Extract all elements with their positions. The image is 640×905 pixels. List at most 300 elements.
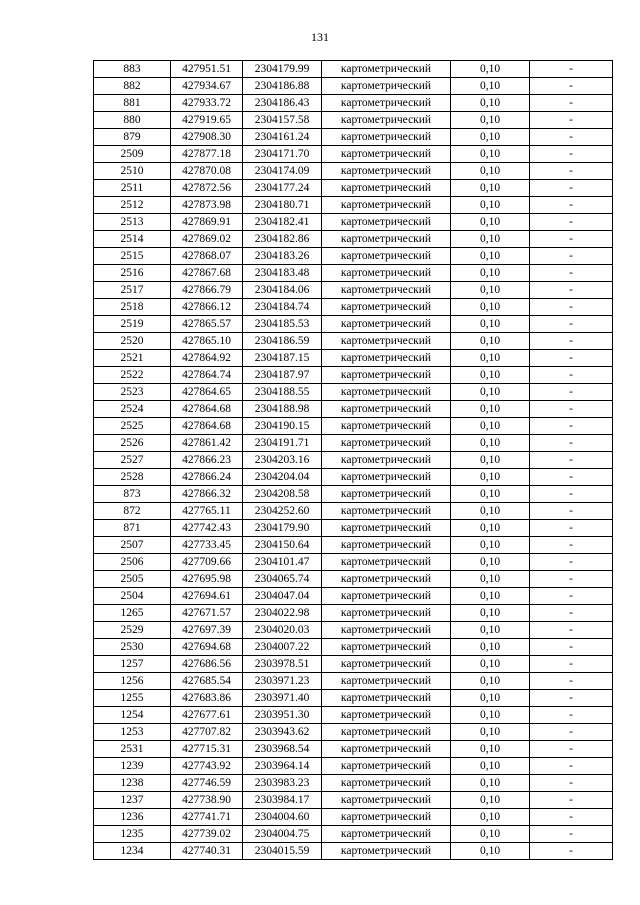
note-cell: -	[530, 350, 613, 367]
accuracy-cell: 0,10	[451, 622, 530, 639]
x-coordinate-cell: 427872.56	[171, 180, 243, 197]
accuracy-cell: 0,10	[451, 792, 530, 809]
method-cell: картометрический	[322, 809, 451, 826]
accuracy-cell: 0,10	[451, 571, 530, 588]
note-cell: -	[530, 554, 613, 571]
accuracy-cell: 0,10	[451, 61, 530, 78]
accuracy-cell: 0,10	[451, 775, 530, 792]
accuracy-cell: 0,10	[451, 384, 530, 401]
y-coordinate-cell: 2303983.23	[243, 775, 322, 792]
point-number-cell: 2509	[94, 146, 171, 163]
method-cell: картометрический	[322, 622, 451, 639]
note-cell: -	[530, 673, 613, 690]
y-coordinate-cell: 2304020.03	[243, 622, 322, 639]
point-number-cell: 880	[94, 112, 171, 129]
point-number-cell: 881	[94, 95, 171, 112]
method-cell: картометрический	[322, 605, 451, 622]
x-coordinate-cell: 427864.92	[171, 350, 243, 367]
accuracy-cell: 0,10	[451, 469, 530, 486]
x-coordinate-cell: 427694.61	[171, 588, 243, 605]
y-coordinate-cell: 2304184.06	[243, 282, 322, 299]
accuracy-cell: 0,10	[451, 639, 530, 656]
x-coordinate-cell: 427685.54	[171, 673, 243, 690]
note-cell: -	[530, 214, 613, 231]
table-row	[94, 163, 613, 180]
accuracy-cell: 0,10	[451, 588, 530, 605]
accuracy-cell: 0,10	[451, 197, 530, 214]
note-cell: -	[530, 724, 613, 741]
note-cell: -	[530, 384, 613, 401]
method-cell: картометрический	[322, 656, 451, 673]
accuracy-cell: 0,10	[451, 486, 530, 503]
note-cell: -	[530, 282, 613, 299]
method-cell: картометрический	[322, 486, 451, 503]
point-number-cell: 2507	[94, 537, 171, 554]
accuracy-cell: 0,10	[451, 214, 530, 231]
table-row	[94, 639, 613, 656]
point-number-cell: 2506	[94, 554, 171, 571]
x-coordinate-cell: 427738.90	[171, 792, 243, 809]
table-row	[94, 843, 613, 860]
y-coordinate-cell: 2304184.74	[243, 299, 322, 316]
x-coordinate-cell: 427765.11	[171, 503, 243, 520]
y-coordinate-cell: 2303978.51	[243, 656, 322, 673]
accuracy-cell: 0,10	[451, 163, 530, 180]
table-row	[94, 197, 613, 214]
method-cell: картометрический	[322, 316, 451, 333]
y-coordinate-cell: 2304161.24	[243, 129, 322, 146]
table-row	[94, 724, 613, 741]
method-cell: картометрический	[322, 248, 451, 265]
accuracy-cell: 0,10	[451, 520, 530, 537]
x-coordinate-cell: 427870.08	[171, 163, 243, 180]
point-number-cell: 2524	[94, 401, 171, 418]
accuracy-cell: 0,10	[451, 826, 530, 843]
point-number-cell: 2505	[94, 571, 171, 588]
method-cell: картометрический	[322, 554, 451, 571]
table-row	[94, 452, 613, 469]
note-cell: -	[530, 571, 613, 588]
table-row	[94, 775, 613, 792]
x-coordinate-cell: 427869.02	[171, 231, 243, 248]
accuracy-cell: 0,10	[451, 809, 530, 826]
note-cell: -	[530, 792, 613, 809]
point-number-cell: 1253	[94, 724, 171, 741]
y-coordinate-cell: 2304177.24	[243, 180, 322, 197]
table-row	[94, 129, 613, 146]
method-cell: картометрический	[322, 758, 451, 775]
table-row	[94, 656, 613, 673]
point-number-cell: 2518	[94, 299, 171, 316]
x-coordinate-cell: 427877.18	[171, 146, 243, 163]
x-coordinate-cell: 427742.43	[171, 520, 243, 537]
method-cell: картометрический	[322, 537, 451, 554]
note-cell: -	[530, 367, 613, 384]
point-number-cell: 2517	[94, 282, 171, 299]
accuracy-cell: 0,10	[451, 282, 530, 299]
y-coordinate-cell: 2304191.71	[243, 435, 322, 452]
y-coordinate-cell: 2304188.55	[243, 384, 322, 401]
x-coordinate-cell: 427671.57	[171, 605, 243, 622]
point-number-cell: 882	[94, 78, 171, 95]
note-cell: -	[530, 809, 613, 826]
method-cell: картометрический	[322, 469, 451, 486]
point-number-cell: 2513	[94, 214, 171, 231]
method-cell: картометрический	[322, 435, 451, 452]
x-coordinate-cell: 427866.12	[171, 299, 243, 316]
accuracy-cell: 0,10	[451, 129, 530, 146]
note-cell: -	[530, 775, 613, 792]
point-number-cell: 1234	[94, 843, 171, 860]
x-coordinate-cell: 427867.68	[171, 265, 243, 282]
method-cell: картометрический	[322, 299, 451, 316]
accuracy-cell: 0,10	[451, 435, 530, 452]
point-number-cell: 1239	[94, 758, 171, 775]
note-cell: -	[530, 758, 613, 775]
x-coordinate-cell: 427864.65	[171, 384, 243, 401]
x-coordinate-cell: 427715.31	[171, 741, 243, 758]
note-cell: -	[530, 316, 613, 333]
x-coordinate-cell: 427864.68	[171, 418, 243, 435]
x-coordinate-cell: 427866.79	[171, 282, 243, 299]
table-row	[94, 435, 613, 452]
table-row	[94, 61, 613, 78]
note-cell: -	[530, 129, 613, 146]
y-coordinate-cell: 2304015.59	[243, 843, 322, 860]
x-coordinate-cell: 427741.71	[171, 809, 243, 826]
note-cell: -	[530, 265, 613, 282]
y-coordinate-cell: 2304204.04	[243, 469, 322, 486]
accuracy-cell: 0,10	[451, 367, 530, 384]
point-number-cell: 883	[94, 61, 171, 78]
accuracy-cell: 0,10	[451, 316, 530, 333]
point-number-cell: 2523	[94, 384, 171, 401]
table-row	[94, 333, 613, 350]
table-row	[94, 792, 613, 809]
method-cell: картометрический	[322, 452, 451, 469]
note-cell: -	[530, 418, 613, 435]
coordinates-table-body	[94, 61, 613, 860]
point-number-cell: 2516	[94, 265, 171, 282]
method-cell: картометрический	[322, 724, 451, 741]
method-cell: картометрический	[322, 265, 451, 282]
y-coordinate-cell: 2304065.74	[243, 571, 322, 588]
table-row	[94, 503, 613, 520]
y-coordinate-cell: 2304101.47	[243, 554, 322, 571]
table-row	[94, 248, 613, 265]
accuracy-cell: 0,10	[451, 180, 530, 197]
x-coordinate-cell: 427869.91	[171, 214, 243, 231]
point-number-cell: 2514	[94, 231, 171, 248]
x-coordinate-cell: 427740.31	[171, 843, 243, 860]
x-coordinate-cell: 427868.07	[171, 248, 243, 265]
table-row	[94, 265, 613, 282]
table-row	[94, 401, 613, 418]
point-number-cell: 2520	[94, 333, 171, 350]
x-coordinate-cell: 427683.86	[171, 690, 243, 707]
table-row	[94, 486, 613, 503]
point-number-cell: 879	[94, 129, 171, 146]
table-row	[94, 571, 613, 588]
method-cell: картометрический	[322, 741, 451, 758]
coordinates-table	[93, 60, 613, 860]
table-row	[94, 384, 613, 401]
x-coordinate-cell: 427697.39	[171, 622, 243, 639]
accuracy-cell: 0,10	[451, 554, 530, 571]
method-cell: картометрический	[322, 367, 451, 384]
method-cell: картометрический	[322, 571, 451, 588]
note-cell: -	[530, 469, 613, 486]
method-cell: картометрический	[322, 639, 451, 656]
y-coordinate-cell: 2304203.16	[243, 452, 322, 469]
y-coordinate-cell: 2304171.70	[243, 146, 322, 163]
method-cell: картометрический	[322, 520, 451, 537]
accuracy-cell: 0,10	[451, 265, 530, 282]
table-row	[94, 282, 613, 299]
note-cell: -	[530, 401, 613, 418]
method-cell: картометрический	[322, 61, 451, 78]
accuracy-cell: 0,10	[451, 299, 530, 316]
point-number-cell: 2531	[94, 741, 171, 758]
table-row	[94, 588, 613, 605]
y-coordinate-cell: 2304004.60	[243, 809, 322, 826]
note-cell: -	[530, 741, 613, 758]
table-row	[94, 554, 613, 571]
point-number-cell: 2511	[94, 180, 171, 197]
point-number-cell: 1257	[94, 656, 171, 673]
note-cell: -	[530, 707, 613, 724]
note-cell: -	[530, 537, 613, 554]
page-number: 131	[311, 30, 329, 44]
point-number-cell: 2515	[94, 248, 171, 265]
table-row	[94, 231, 613, 248]
point-number-cell: 1236	[94, 809, 171, 826]
x-coordinate-cell: 427866.32	[171, 486, 243, 503]
point-number-cell: 2521	[94, 350, 171, 367]
note-cell: -	[530, 452, 613, 469]
method-cell: картометрический	[322, 843, 451, 860]
accuracy-cell: 0,10	[451, 843, 530, 860]
table-row	[94, 299, 613, 316]
y-coordinate-cell: 2304022.98	[243, 605, 322, 622]
x-coordinate-cell: 427695.98	[171, 571, 243, 588]
method-cell: картометрический	[322, 231, 451, 248]
method-cell: картометрический	[322, 350, 451, 367]
note-cell: -	[530, 95, 613, 112]
y-coordinate-cell: 2303951.30	[243, 707, 322, 724]
accuracy-cell: 0,10	[451, 673, 530, 690]
point-number-cell: 2530	[94, 639, 171, 656]
x-coordinate-cell: 427951.51	[171, 61, 243, 78]
x-coordinate-cell: 427866.23	[171, 452, 243, 469]
y-coordinate-cell: 2304252.60	[243, 503, 322, 520]
point-number-cell: 2527	[94, 452, 171, 469]
x-coordinate-cell: 427864.68	[171, 401, 243, 418]
note-cell: -	[530, 146, 613, 163]
point-number-cell: 2519	[94, 316, 171, 333]
y-coordinate-cell: 2304174.09	[243, 163, 322, 180]
note-cell: -	[530, 180, 613, 197]
y-coordinate-cell: 2303964.14	[243, 758, 322, 775]
table-row	[94, 418, 613, 435]
method-cell: картометрический	[322, 401, 451, 418]
accuracy-cell: 0,10	[451, 503, 530, 520]
table-row	[94, 673, 613, 690]
y-coordinate-cell: 2304186.88	[243, 78, 322, 95]
accuracy-cell: 0,10	[451, 78, 530, 95]
method-cell: картометрический	[322, 112, 451, 129]
y-coordinate-cell: 2304182.86	[243, 231, 322, 248]
accuracy-cell: 0,10	[451, 656, 530, 673]
point-number-cell: 873	[94, 486, 171, 503]
x-coordinate-cell: 427733.45	[171, 537, 243, 554]
x-coordinate-cell: 427686.56	[171, 656, 243, 673]
table-row	[94, 622, 613, 639]
method-cell: картометрический	[322, 418, 451, 435]
method-cell: картометрический	[322, 826, 451, 843]
note-cell: -	[530, 112, 613, 129]
y-coordinate-cell: 2303943.62	[243, 724, 322, 741]
point-number-cell: 1255	[94, 690, 171, 707]
point-number-cell: 2529	[94, 622, 171, 639]
accuracy-cell: 0,10	[451, 758, 530, 775]
note-cell: -	[530, 78, 613, 95]
method-cell: картометрический	[322, 775, 451, 792]
method-cell: картометрический	[322, 163, 451, 180]
y-coordinate-cell: 2304190.15	[243, 418, 322, 435]
note-cell: -	[530, 435, 613, 452]
note-cell: -	[530, 622, 613, 639]
x-coordinate-cell: 427707.82	[171, 724, 243, 741]
y-coordinate-cell: 2303971.23	[243, 673, 322, 690]
accuracy-cell: 0,10	[451, 401, 530, 418]
x-coordinate-cell: 427743.92	[171, 758, 243, 775]
accuracy-cell: 0,10	[451, 231, 530, 248]
table-row	[94, 78, 613, 95]
x-coordinate-cell: 427861.42	[171, 435, 243, 452]
x-coordinate-cell: 427746.59	[171, 775, 243, 792]
note-cell: -	[530, 520, 613, 537]
table-row	[94, 758, 613, 775]
method-cell: картометрический	[322, 95, 451, 112]
point-number-cell: 2526	[94, 435, 171, 452]
y-coordinate-cell: 2304182.41	[243, 214, 322, 231]
y-coordinate-cell: 2304188.98	[243, 401, 322, 418]
accuracy-cell: 0,10	[451, 605, 530, 622]
y-coordinate-cell: 2304186.43	[243, 95, 322, 112]
method-cell: картометрический	[322, 673, 451, 690]
y-coordinate-cell: 2304179.90	[243, 520, 322, 537]
method-cell: картометрический	[322, 792, 451, 809]
table-row	[94, 146, 613, 163]
x-coordinate-cell: 427739.02	[171, 826, 243, 843]
method-cell: картометрический	[322, 503, 451, 520]
y-coordinate-cell: 2304183.48	[243, 265, 322, 282]
point-number-cell: 1254	[94, 707, 171, 724]
x-coordinate-cell: 427908.30	[171, 129, 243, 146]
y-coordinate-cell: 2304150.64	[243, 537, 322, 554]
table-row	[94, 520, 613, 537]
note-cell: -	[530, 843, 613, 860]
y-coordinate-cell: 2303971.40	[243, 690, 322, 707]
y-coordinate-cell: 2304187.15	[243, 350, 322, 367]
table-row	[94, 316, 613, 333]
point-number-cell: 1256	[94, 673, 171, 690]
x-coordinate-cell: 427677.61	[171, 707, 243, 724]
method-cell: картометрический	[322, 333, 451, 350]
point-number-cell: 872	[94, 503, 171, 520]
point-number-cell: 1235	[94, 826, 171, 843]
note-cell: -	[530, 656, 613, 673]
note-cell: -	[530, 333, 613, 350]
table-row	[94, 469, 613, 486]
note-cell: -	[530, 503, 613, 520]
x-coordinate-cell: 427865.10	[171, 333, 243, 350]
note-cell: -	[530, 299, 613, 316]
note-cell: -	[530, 486, 613, 503]
accuracy-cell: 0,10	[451, 537, 530, 554]
y-coordinate-cell: 2304180.71	[243, 197, 322, 214]
method-cell: картометрический	[322, 129, 451, 146]
note-cell: -	[530, 826, 613, 843]
y-coordinate-cell: 2304157.58	[243, 112, 322, 129]
table-row	[94, 605, 613, 622]
accuracy-cell: 0,10	[451, 350, 530, 367]
method-cell: картометрический	[322, 214, 451, 231]
point-number-cell: 2525	[94, 418, 171, 435]
table-row	[94, 367, 613, 384]
table-row	[94, 707, 613, 724]
accuracy-cell: 0,10	[451, 112, 530, 129]
accuracy-cell: 0,10	[451, 741, 530, 758]
point-number-cell: 2512	[94, 197, 171, 214]
table-row	[94, 741, 613, 758]
method-cell: картометрический	[322, 282, 451, 299]
y-coordinate-cell: 2304208.58	[243, 486, 322, 503]
x-coordinate-cell: 427864.74	[171, 367, 243, 384]
accuracy-cell: 0,10	[451, 452, 530, 469]
accuracy-cell: 0,10	[451, 146, 530, 163]
table-row	[94, 214, 613, 231]
y-coordinate-cell: 2304185.53	[243, 316, 322, 333]
y-coordinate-cell: 2304186.59	[243, 333, 322, 350]
accuracy-cell: 0,10	[451, 690, 530, 707]
y-coordinate-cell: 2304179.99	[243, 61, 322, 78]
method-cell: картометрический	[322, 146, 451, 163]
point-number-cell: 2510	[94, 163, 171, 180]
x-coordinate-cell: 427873.98	[171, 197, 243, 214]
note-cell: -	[530, 248, 613, 265]
point-number-cell: 871	[94, 520, 171, 537]
table-row	[94, 95, 613, 112]
method-cell: картометрический	[322, 78, 451, 95]
table-row	[94, 690, 613, 707]
method-cell: картометрический	[322, 180, 451, 197]
note-cell: -	[530, 605, 613, 622]
accuracy-cell: 0,10	[451, 707, 530, 724]
table-row	[94, 537, 613, 554]
note-cell: -	[530, 197, 613, 214]
table-row	[94, 350, 613, 367]
point-number-cell: 2504	[94, 588, 171, 605]
x-coordinate-cell: 427709.66	[171, 554, 243, 571]
point-number-cell: 1238	[94, 775, 171, 792]
y-coordinate-cell: 2304047.04	[243, 588, 322, 605]
point-number-cell: 1265	[94, 605, 171, 622]
accuracy-cell: 0,10	[451, 724, 530, 741]
note-cell: -	[530, 231, 613, 248]
method-cell: картометрический	[322, 588, 451, 605]
